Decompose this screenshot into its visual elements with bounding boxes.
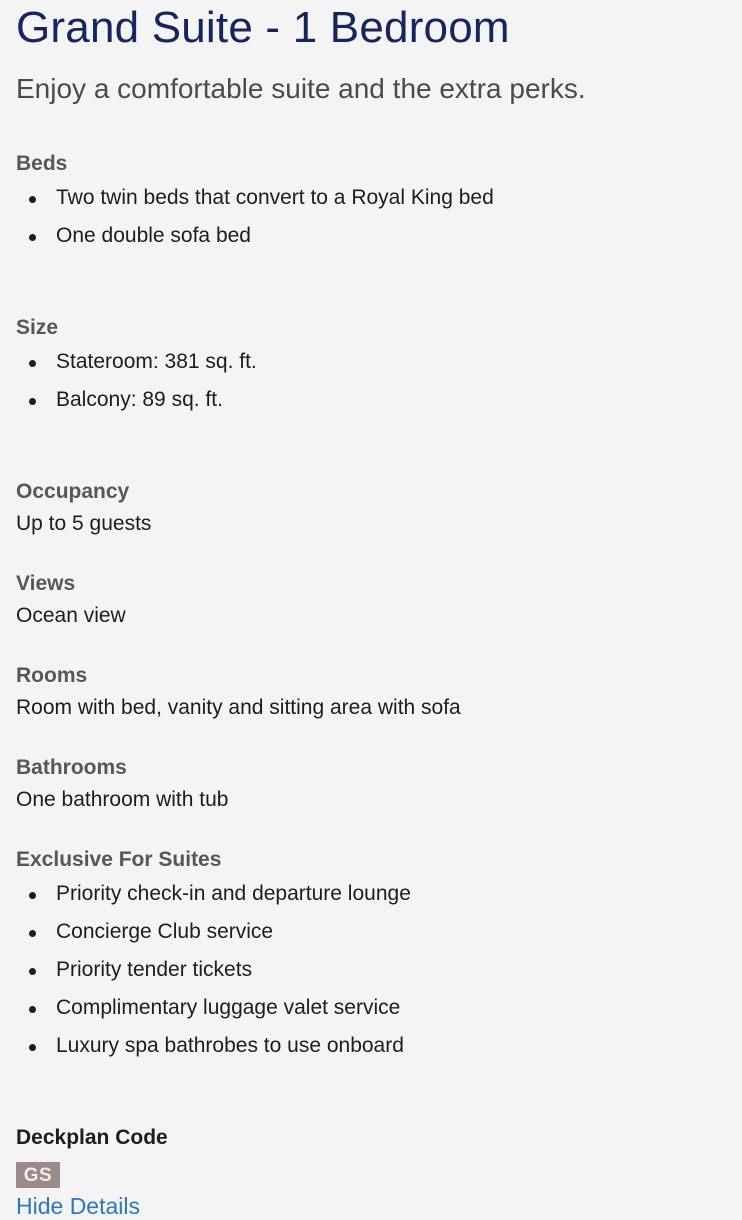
exclusive-label: Exclusive For Suites [16, 848, 222, 871]
exclusive-section [16, 846, 726, 1066]
deckplan-label: Deckplan Code [16, 1126, 168, 1149]
beds-section [16, 150, 726, 256]
bathrooms-value: One bathroom with tub [16, 788, 229, 811]
list-item: Concierge Club service [16, 914, 726, 952]
list-item: Stateroom: 381 sq. ft. [16, 344, 726, 382]
bathrooms-label: Bathrooms [16, 756, 127, 779]
rooms-section [16, 662, 726, 726]
size-section [16, 314, 726, 420]
views-label: Views [16, 572, 76, 595]
deckplan-code-badge: GS [16, 1162, 60, 1188]
size-list [16, 344, 726, 420]
list-item: Complimentary luggage valet service [16, 990, 726, 1028]
list-item: Priority check-in and departure lounge [16, 876, 726, 914]
rooms-value: Room with bed, vanity and sitting area with sofa [16, 696, 461, 719]
exclusive-list [16, 876, 726, 1066]
occupancy-value: Up to 5 guests [16, 512, 152, 535]
page-subtitle: Enjoy a comfortable suite and the extra perks. [16, 73, 586, 104]
page-title: Grand Suite - 1 Bedroom [16, 3, 510, 52]
occupancy-section [16, 478, 726, 542]
views-value: Ocean view [16, 604, 126, 627]
list-item: Priority tender tickets [16, 952, 726, 990]
occupancy-label: Occupancy [16, 480, 130, 503]
bathrooms-section [16, 754, 726, 818]
deckplan-section [16, 1124, 726, 1188]
list-item: Balcony: 89 sq. ft. [16, 382, 726, 420]
size-label: Size [16, 316, 59, 339]
beds-list [16, 180, 726, 256]
beds-label: Beds [16, 152, 68, 175]
list-item: One double sofa bed [16, 218, 726, 256]
views-section [16, 570, 726, 634]
hide-details-link[interactable]: Hide Details [16, 1193, 140, 1219]
list-item: Luxury spa bathrobes to use onboard [16, 1028, 726, 1066]
list-item: Two twin beds that convert to a Royal King bed [16, 180, 726, 218]
rooms-label: Rooms [16, 664, 88, 687]
